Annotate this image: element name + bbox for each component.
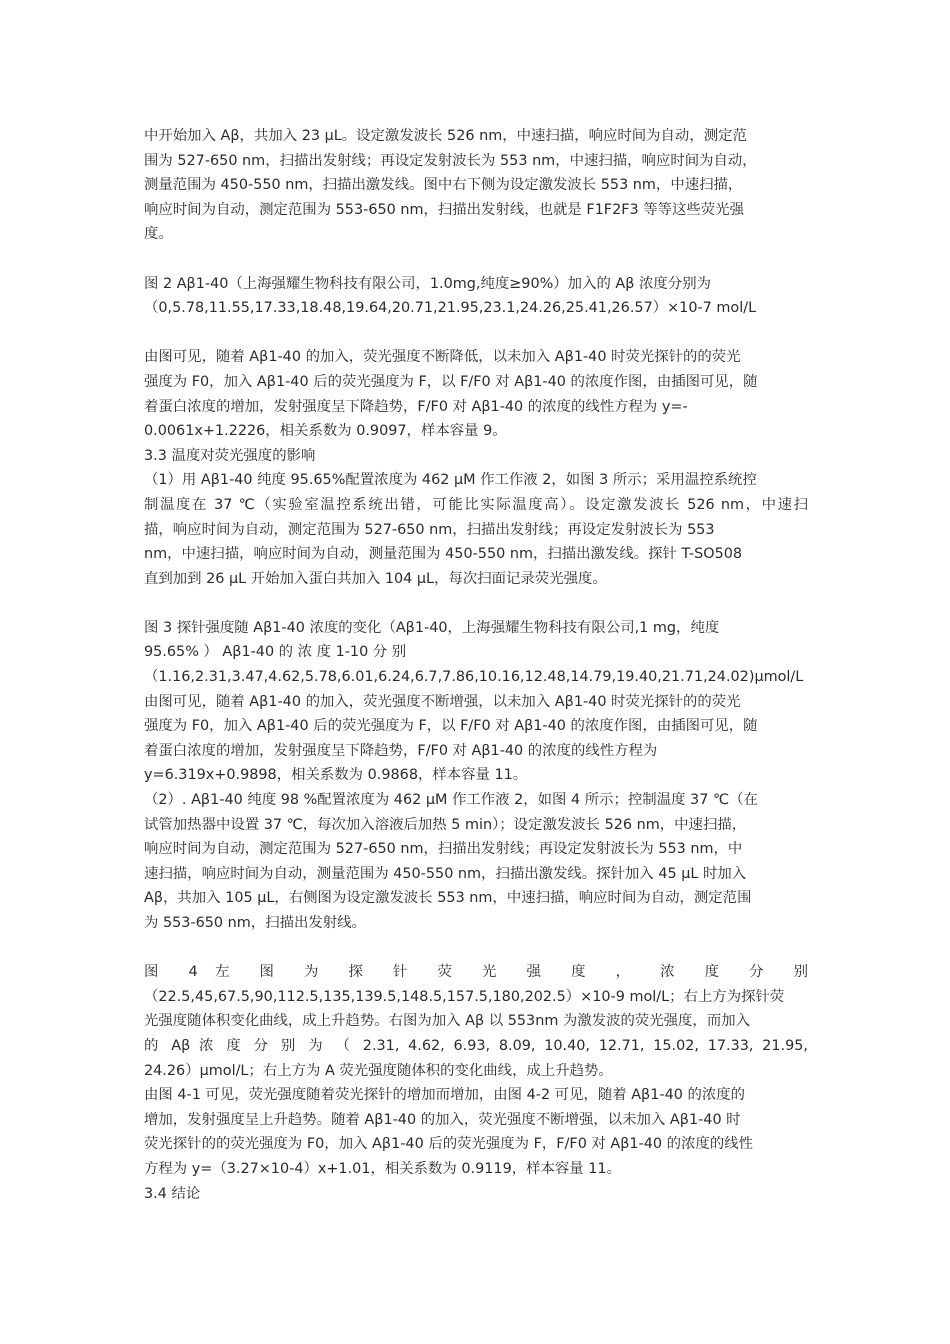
text-line: 强度为 F0，加入 Aβ1-40 后的荧光强度为 F，以 F/F0 对 Aβ1-40 的浓度作图，由插图可见，随 bbox=[144, 718, 758, 735]
text-line: 荧光探针的的荧光强度为 F0，加入 Aβ1-40 后的荧光强度为 F，F/F0 对 Aβ1-40 的浓度的线性 bbox=[144, 1136, 753, 1153]
text-line: 响应时间为自动，测定范围为 553-650 nm，扫描出发射线，也就是 F1F2F3 等等这些荧光强 bbox=[144, 201, 744, 218]
text-line: （0,5.78,11.55,17.33,18.48,19.64,20.71,21.95,23.1,24.26,25.41,26.57）×10-7 mol/L bbox=[144, 300, 757, 317]
text-line: 为 553-650 nm，扫描出发射线。 bbox=[144, 915, 366, 931]
paragraph-gap bbox=[144, 247, 808, 272]
text-line: 速扫描，响应时间为自动，测量范围为 450-550 nm，扫描出激发线。探针加入 45 μL 时加入 bbox=[144, 865, 747, 882]
paragraph bbox=[144, 616, 808, 936]
text-line: y=6.319x+0.9898，相关系数为 0.9868，样本容量 11。 bbox=[144, 767, 528, 784]
document-page bbox=[144, 124, 808, 1206]
paragraph bbox=[144, 272, 808, 321]
section-heading: 3.4 结论 bbox=[144, 1185, 201, 1202]
text-line: 由图可见，随着 Aβ1-40 的加入，荧光强度不断降低，以未加入 Aβ1-40 时荧光探针的的荧光 bbox=[144, 349, 741, 366]
text-line: 描，响应时间为自动，测定范围为 527-650 nm，扫描出发射线；再设定发射波长为 553 bbox=[144, 521, 715, 538]
text-line: （22.5,45,67.5,90,112.5,135,139.5,148.5,157.5,180,202.5）×10-9 mol/L；右上方为探针荧 bbox=[144, 988, 785, 1005]
text-line: Aβ，共加入 105 μL，右侧图为设定激发波长 553 nm，中速扫描，响应时间为自动，测定范围 bbox=[144, 890, 752, 907]
text-line: 度。 bbox=[144, 226, 173, 243]
text-line: 直到加到 26 μL 开始加入蛋白共加入 104 μL，每次扫面记录荧光强度。 bbox=[144, 570, 607, 587]
text-line: 图 4 左 图 为 探 针 荧 光 强 度 ， 浓 度 分 别 bbox=[144, 964, 808, 981]
text-line: 由图可见，随着 Aβ1-40 的加入，荧光强度不断增强，以未加入 Aβ1-40 时荧光探针的的荧光 bbox=[144, 693, 741, 710]
paragraph-gap bbox=[144, 321, 808, 346]
paragraph-gap bbox=[144, 591, 808, 616]
text-line: 由图 4-1 可见，荧光强度随着荧光探针的增加而增加，由图 4-2 可见，随着 Aβ1-40 的浓度的 bbox=[144, 1087, 746, 1104]
text-line: 图 2 Aβ1-40（上海强耀生物科技有限公司，1.0mg,纯度≥90%）加入的 Aβ 浓度分别为 bbox=[144, 275, 711, 292]
text-line: 0.0061x+1.2226，相关系数为 0.9097，样本容量 9。 bbox=[144, 423, 507, 440]
text-line: （2）. Aβ1-40 纯度 98 %配置浓度为 462 μM 作工作液 2，如图 4 所示；控制温度 37 ℃（在 bbox=[144, 792, 758, 809]
text-line: 24.26）μmol/L；右上方为 A 荧光强度随体积的变化曲线，成上升趋势。 bbox=[144, 1062, 613, 1079]
text-line: 强度为 F0，加入 Aβ1-40 后的荧光强度为 F，以 F/F0 对 Aβ1-40 的浓度作图，由插图可见，随 bbox=[144, 373, 758, 390]
text-line: 增加，发射强度呈上升趋势。随着 Aβ1-40 的加入，荧光强度不断增强，以未加入 Aβ1-40 时 bbox=[144, 1111, 741, 1128]
paragraph bbox=[144, 468, 808, 591]
text-line: 测量范围为 450-550 nm，扫描出激发线。图中右下侧为设定激发波长 553 nm，中速扫描， bbox=[144, 177, 743, 194]
text-line: 制温度在 37 ℃（实验室温控系统出错，可能比实际温度高）。设定激发波长 526 nm，中速扫 bbox=[144, 496, 808, 513]
section-heading: 3.3 温度对荧光强度的影响 bbox=[144, 447, 316, 464]
text-line: 方程为 y=（3.27×10-4）x+1.01，相关系数为 0.9119，样本容量 11。 bbox=[144, 1160, 621, 1177]
text-line: nm，中速扫描，响应时间为自动，测量范围为 450-550 nm，扫描出激发线。探针 T-SO508 bbox=[144, 546, 743, 563]
text-line: 响应时间为自动，测定范围为 527-650 nm，扫描出发射线；再设定发射波长为 553 nm，中 bbox=[144, 841, 743, 858]
text-line: 的 Aβ 浓 度 分 别 为 （ 2.31, 4.62, 6.93, 8.09, 10.40, 12.71, 15.02, 17.33, 21.95, bbox=[144, 1037, 808, 1054]
paragraph bbox=[144, 960, 808, 1181]
text-line: 着蛋白浓度的增加，发射强度呈下降趋势，F/F0 对 Aβ1-40 的浓度的线性方程为 y=- bbox=[144, 398, 688, 415]
text-line: 95.65% ） Aβ1-40 的 浓 度 1-10 分 别 bbox=[144, 644, 407, 661]
text-line: 试管加热器中设置 37 ℃，每次加入溶液后加热 5 min）；设定激发波长 526 nm，中速扫描， bbox=[144, 816, 747, 833]
text-line: 着蛋白浓度的增加，发射强度呈下降趋势，F/F0 对 Aβ1-40 的浓度的线性方程为 bbox=[144, 742, 658, 759]
text-line: （1.16,2.31,3.47,4.62,5.78,6.01,6.24,6.7,7.86,10.16,12.48,14.79,19.40,21.71,24.02)μmol/L bbox=[144, 669, 804, 686]
paragraph bbox=[144, 124, 808, 247]
text-line: 光强度随体积变化曲线，成上升趋势。右图为加入 Aβ 以 553nm 为激发波的荧光强度，而加入 bbox=[144, 1013, 750, 1030]
paragraph-gap bbox=[144, 936, 808, 961]
text-line: 图 3 探针强度随 Aβ1-40 浓度的变化（Aβ1-40，上海强耀生物科技有限公司,1 mg，纯度 bbox=[144, 619, 720, 636]
text-line: 围为 527-650 nm，扫描出发射线；再设定发射波长为 553 nm，中速扫描，响应时间为自动， bbox=[144, 152, 757, 169]
text-line: （1）用 Aβ1-40 纯度 95.65%配置浓度为 462 μM 作工作液 2，如图 3 所示；采用温控系统控 bbox=[144, 472, 757, 489]
paragraph bbox=[144, 345, 808, 443]
text-line: 中开始加入 Aβ，共加入 23 μL。设定激发波长 526 nm，中速扫描，响应时间为自动，测定范 bbox=[144, 128, 747, 144]
